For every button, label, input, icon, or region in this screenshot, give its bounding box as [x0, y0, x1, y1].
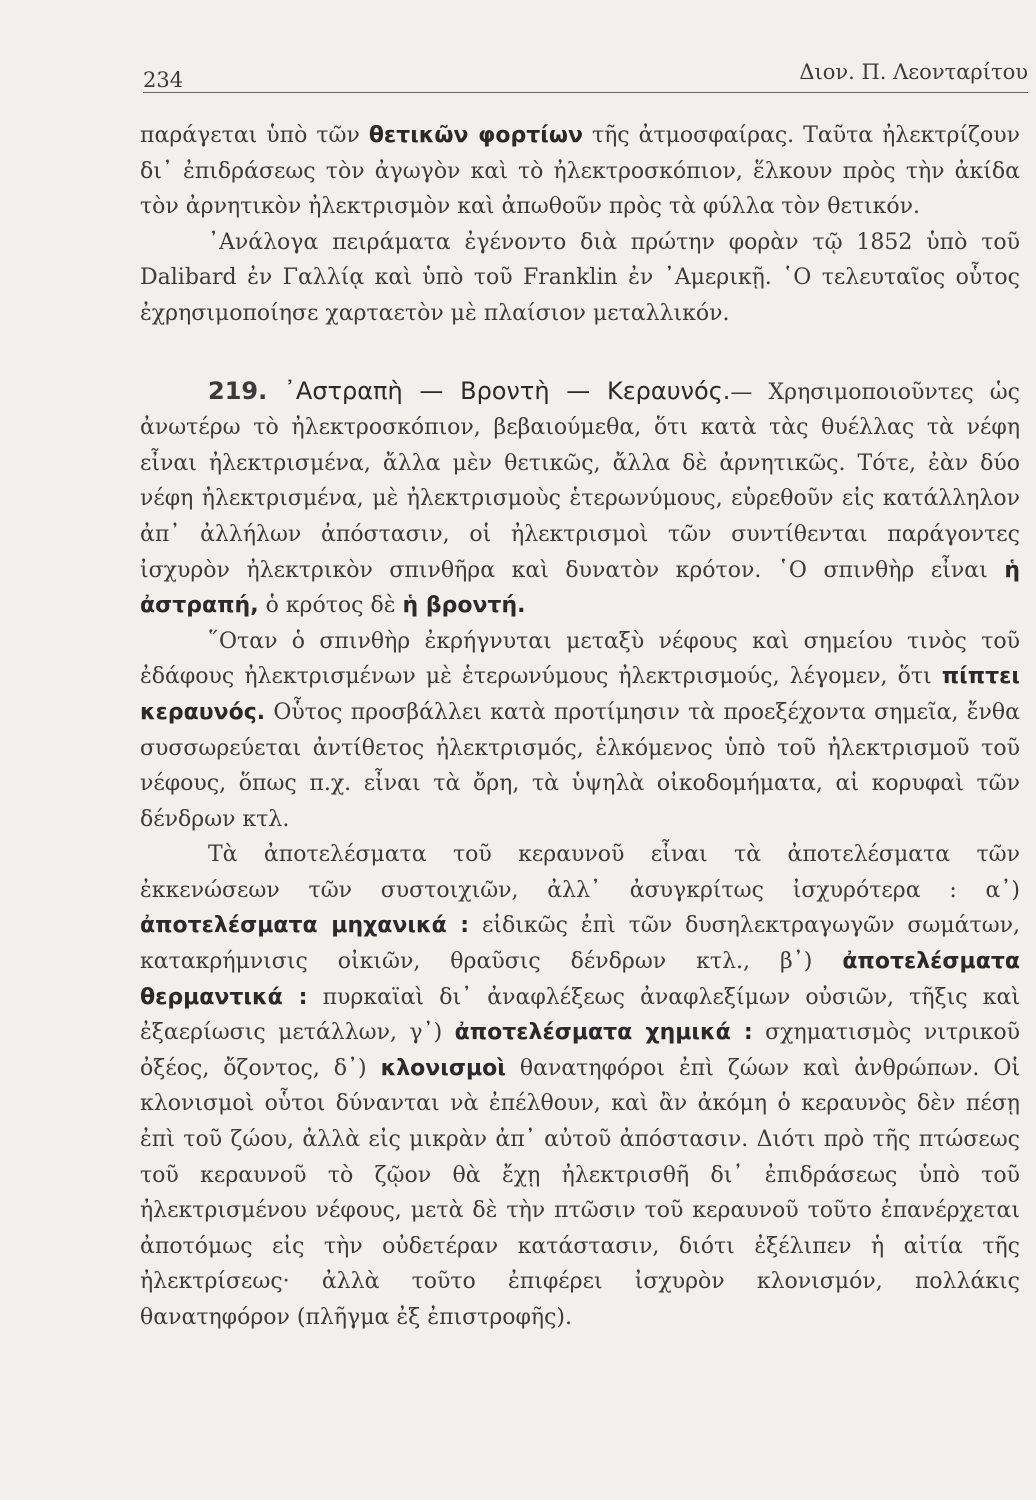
- text-run: Τὰ ἀποτελέσματα τοῦ κεραυνοῦ εἶναι τὰ ἀποτελέσματα τῶν ἐκκενώσεων τῶν συστοιχιῶν, ἀλλ᾽ ἀσυγκρίτως ἰσχυρότερα : α᾽): [140, 842, 1020, 903]
- paragraph-continuation: [140, 118, 1020, 225]
- section-number: 219.: [208, 376, 268, 405]
- emphasis: κλονισμοὶ: [380, 1055, 506, 1081]
- text-run: εἰδικῶς ἐπὶ τῶν δυσηλεκτραγωγῶν σωμάτων, κατακρήμνισις οἰκιῶν, θραῦσις δένδρων κτλ., β᾽): [140, 913, 1020, 975]
- emphasis: θετικῶν φορτίων: [368, 123, 583, 148]
- page-number: 234: [143, 68, 184, 92]
- page-header: [143, 60, 1028, 100]
- text-run: παράγεται ὑπὸ τῶν: [140, 123, 369, 148]
- section-title: ᾽Αστραπὴ — Βροντὴ — Κεραυνός.: [267, 376, 731, 405]
- emphasis: ἀποτελέσματα μηχανικά :: [140, 913, 470, 939]
- paragraph-lightning-strike: [140, 624, 1020, 838]
- text-run: ὁ κρότος δὲ: [258, 593, 403, 619]
- text-run: πυρκαϊαὶ δι᾽ ἀναφλέξεως ἀναφλεξίμων οὐσιῶν, τῆξις καὶ ἐξαερίωσις μετάλλων, γ᾽): [140, 984, 1020, 1046]
- text-run: θανατηφόροι ἐπὶ ζώων καὶ ἀνθρώπων. Οἱ κλονισμοὶ οὗτοι δύνανται νὰ ἐπέλθουν, καὶ ἂν ἀκόμη ὁ κεραυνὸς δὲν πέσῃ ἐπὶ τοῦ ζώου, ἀλλὰ εἰς μικρὰν ἀπ᾽ αὐτοῦ ἀπόστασιν. Διότι πρὸ τῆς πτώσεως τοῦ κεραυνοῦ τὸ ζῷον θὰ ἔχῃ ἠλεκτρισθῆ δι᾽ ἐπιδράσεως ὑπὸ τοῦ ἠλεκτρισμένου νέφους, μετὰ δὲ τὴν πτῶσιν τοῦ κεραυνοῦ τοῦτο ἐπανέρχεται ἀποτόμως εἰς τὴν οὐδετέραν κατάστασιν, διότι ἐξέλιπεν ἡ αἰτία τῆς ἠλεκτρίσεως· ἀλλὰ τοῦτο ἐπιφέρει ἰσχυρὸν κλονισμόν, πολλάκις θανατηφόρον (πλῆγμα ἐξ ἐπιστροφῆς).: [140, 1055, 1020, 1330]
- text-run: ῞Οταν ὁ σπινθὴρ ἐκρήγνυται μεταξὺ νέφους καὶ σημείου τινὸς τοῦ ἐδάφους ἠλεκτρισμένων μὲ ἑτερωνύμους ἠλεκτρισμούς, λέγομεν, ὅτι: [140, 628, 1020, 690]
- text-run: σχηματισμὸς νιτρικοῦ ὀξέος, ὄζοντος, δ᾽): [140, 1020, 1020, 1081]
- emphasis: ἡ βροντή.: [402, 593, 526, 619]
- emphasis: ἀποτελέσματα χημικά :: [454, 1020, 753, 1046]
- page-body: [140, 118, 1020, 1336]
- paragraph-experiments: ᾽Ανάλογα πειράματα ἐγένοντο διὰ πρώτην φορὰν τῷ 1852 ὑπὸ τοῦ Dalibard ἐν Γαλλίᾳ καὶ ὑπὸ τοῦ Franklin ἐν ᾽Αμερικῇ. ῾Ο τελευταῖος οὗτος ἐχρησιμοποίησε χαρταετὸν μὲ πλαίσιον μεταλλικόν.: [140, 229, 1020, 326]
- emphasis: ἡ ἀστραπή,: [140, 557, 1020, 619]
- text-run: — Χρησιμοποιοῦντες ὡς ἀνωτέρω τὸ ἠλεκτροσκόπιον, βεβαιούμεθα, ὅτι κατὰ τὰς θυέλλας τὰ νέφη εἶναι ἠλεκτρισμένα, ἄλλα μὲν θετικῶς, ἄλλα δὲ ἀρνητικῶς. Τότε, ἐὰν δύο νέφη ἠλεκτρισμένα, μὲ ἠλεκτρισμοὺς ἑτερωνύμους, εὑρεθοῦν εἰς κατάλληλον ἀπ᾽ ἀλλήλων ἀπόστασιν, οἱ ἠλεκτρισμοὶ τῶν συντίθενται παράγοντες ἰσχυρὸν ἠλεκτρικὸν σπινθῆρα καὶ δυνατὸν κρότον. ῾Ο σπινθὴρ εἶναι: [140, 379, 1020, 583]
- text-run: Οὗτος προσβάλλει κατὰ προτίμησιν τὰ προεξέχοντα σημεῖα, ἔνθα συσσωρεύεται ἀντίθετος ἠλεκτρισμός, ἑλκόμενος ὑπὸ τοῦ ἠλεκτρισμοῦ τοῦ νέφους, ὅπως π.χ. εἶναι τὰ ὄρη, τὰ ὑψηλὰ οἰκοδομήματα, αἱ κορυφαὶ τῶν δένδρων κτλ.: [140, 699, 1020, 832]
- paragraph-effects: [140, 837, 1020, 1335]
- header-rule: [143, 92, 1028, 93]
- emphasis: πίπτει κεραυνός.: [140, 664, 1020, 725]
- emphasis: ἀποτελέσματα θερμαντικά :: [140, 949, 1020, 1010]
- running-title: Διον. Π. Λεονταρίτου: [799, 60, 1028, 84]
- text-run: τῆς ἀτμοσφαίρας. Ταῦτα ἠλεκτρίζουν δι᾽ ἐπιδράσεως τὸν ἀγωγὸν καὶ τὸ ἠλεκτροσκόπιον, ἕλκουν πρὸς τὴν ἀκίδα τὸν ἀρνητικὸν ἠλεκτρισμὸν καὶ ἀπωθοῦν πρὸς τὰ φύλλα τὸν θετικόν.: [140, 123, 1020, 220]
- section-219: [140, 374, 1020, 624]
